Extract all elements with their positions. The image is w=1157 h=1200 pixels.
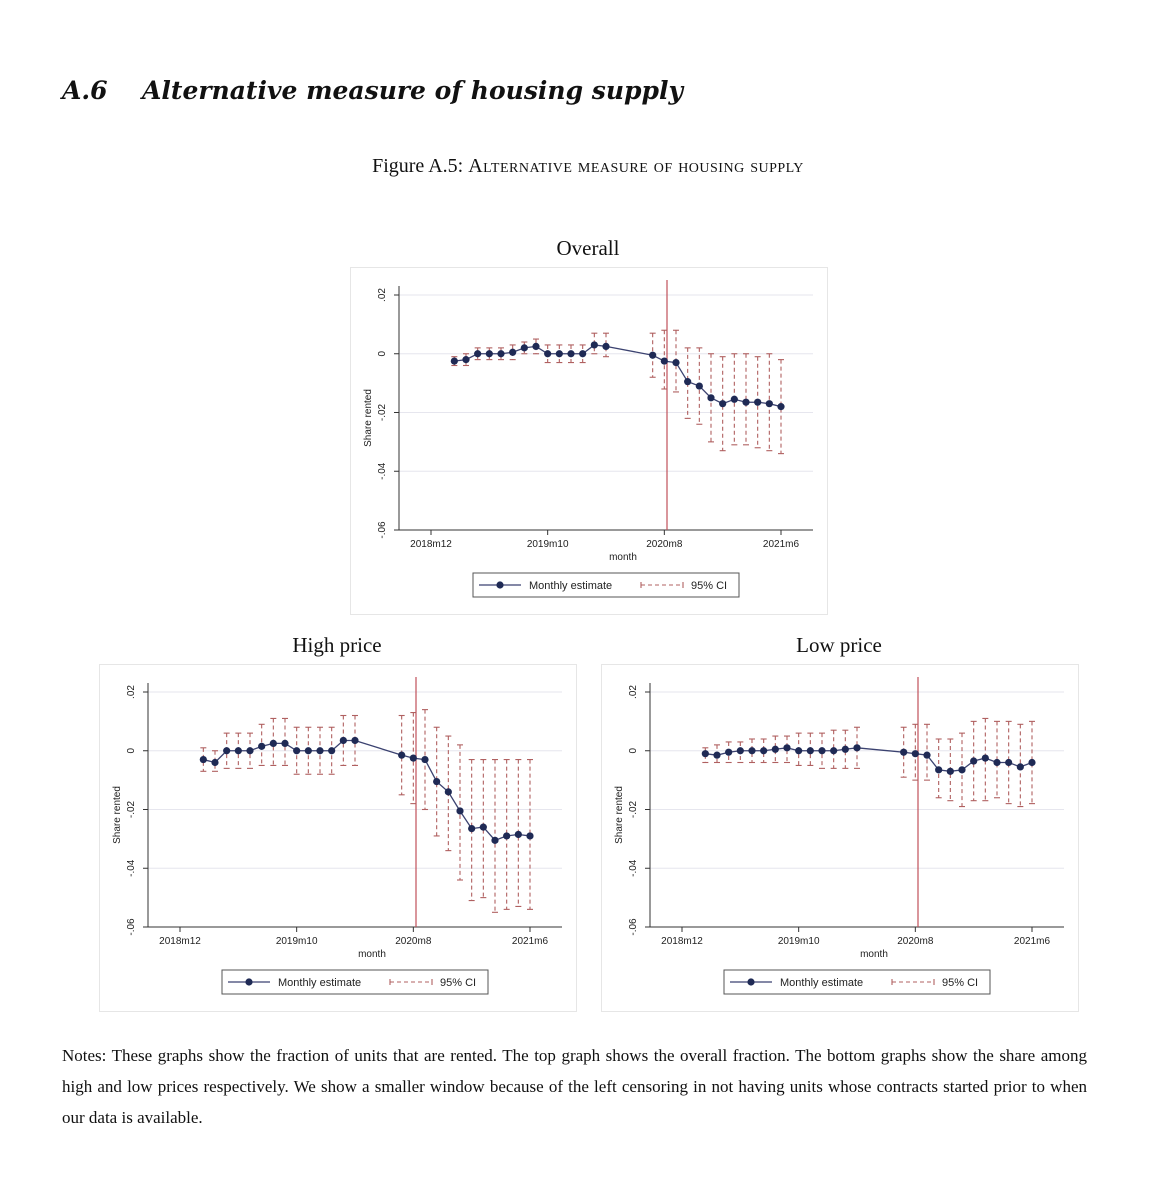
y-tick-label: -.06 — [126, 918, 137, 936]
data-point — [515, 831, 522, 838]
data-point — [503, 832, 510, 839]
chart-title-low-price: Low price — [796, 633, 882, 657]
chart-title-high-price: High price — [292, 633, 382, 657]
data-point — [795, 747, 802, 754]
data-point — [258, 743, 265, 750]
data-point — [772, 746, 779, 753]
chart-low-price — [601, 664, 1079, 1012]
y-tick-label: .02 — [126, 685, 137, 699]
data-point — [766, 400, 773, 407]
data-point — [684, 378, 691, 385]
x-tick-label: 2019m10 — [777, 936, 820, 947]
data-point — [754, 399, 761, 406]
data-point — [544, 350, 551, 357]
legend-ci-label: 95% CI — [691, 580, 728, 592]
data-point — [340, 737, 347, 744]
data-point — [567, 350, 574, 357]
section-number: A.6 — [62, 76, 108, 105]
data-point — [480, 824, 487, 831]
chart-svg-overall — [351, 268, 827, 614]
data-point — [398, 752, 405, 759]
data-point — [993, 759, 1000, 766]
data-point — [807, 747, 814, 754]
data-point — [1005, 759, 1012, 766]
data-point — [497, 350, 504, 357]
data-point — [900, 749, 907, 756]
legend-marker-icon — [245, 978, 252, 985]
chart-title-overall: Overall — [556, 236, 620, 260]
data-point — [246, 747, 253, 754]
data-point — [737, 747, 744, 754]
data-point — [935, 766, 942, 773]
x-axis-label: month — [860, 949, 888, 960]
data-point — [842, 746, 849, 753]
data-point — [316, 747, 323, 754]
x-tick-label: 2020m8 — [897, 936, 934, 947]
data-point — [462, 356, 469, 363]
chart-overall — [350, 267, 828, 615]
data-point — [713, 752, 720, 759]
y-axis-label: Share rented — [112, 786, 123, 844]
data-point — [579, 350, 586, 357]
y-tick-label: 0 — [126, 747, 137, 754]
data-point — [731, 396, 738, 403]
data-point — [281, 740, 288, 747]
y-tick-label: -.02 — [126, 800, 137, 819]
data-point — [305, 747, 312, 754]
data-point — [526, 832, 533, 839]
figure-title: Alternative measure of housing supply — [468, 155, 804, 177]
data-point — [223, 747, 230, 754]
legend-estimate-label: Monthly estimate — [780, 977, 864, 989]
x-tick-label: 2021m6 — [1013, 936, 1051, 947]
data-point — [818, 747, 825, 754]
chart-svg-high-price — [100, 665, 576, 1011]
data-point — [707, 394, 714, 401]
data-point — [211, 759, 218, 766]
x-tick-label: 2018m12 — [410, 539, 452, 550]
data-point — [725, 749, 732, 756]
data-point — [672, 359, 679, 366]
x-tick-label: 2018m12 — [661, 936, 703, 947]
data-point — [591, 341, 598, 348]
legend-estimate-label: Monthly estimate — [278, 977, 362, 989]
x-tick-label: 2020m8 — [646, 539, 683, 550]
data-point — [270, 740, 277, 747]
data-point — [912, 750, 919, 757]
data-point — [602, 343, 609, 350]
legend-ci-label: 95% CI — [440, 977, 477, 989]
data-point — [509, 349, 516, 356]
data-point — [200, 756, 207, 763]
data-point — [532, 343, 539, 350]
x-tick-label: 2018m12 — [159, 936, 201, 947]
data-point — [947, 768, 954, 775]
data-point — [521, 344, 528, 351]
data-point — [328, 747, 335, 754]
data-point — [1017, 763, 1024, 770]
data-point — [456, 807, 463, 814]
legend-ci-label: 95% CI — [942, 977, 979, 989]
data-point — [742, 399, 749, 406]
data-point — [468, 825, 475, 832]
y-tick-label: -.04 — [126, 859, 137, 877]
data-point — [696, 382, 703, 389]
data-point — [556, 350, 563, 357]
data-point — [351, 737, 358, 744]
data-point — [923, 752, 930, 759]
y-axis-label: Share rented — [363, 389, 374, 447]
y-axis-label: Share rented — [614, 786, 625, 844]
y-tick-label: -.04 — [628, 859, 639, 877]
figure-caption — [0, 155, 1157, 178]
data-point — [748, 747, 755, 754]
data-point — [451, 357, 458, 364]
data-point — [760, 747, 767, 754]
y-tick-label: -.02 — [377, 403, 388, 422]
y-tick-label: -.06 — [628, 918, 639, 936]
x-tick-label: 2021m6 — [762, 539, 800, 550]
y-tick-label: .02 — [377, 288, 388, 302]
figure-notes: Notes: These graphs show the fraction of units that are rented. The top graph shows the overall fraction. The bottom graphs show the share among high and low prices respectively. We show a smaller window because of the left censoring in not having units whose contracts started prior to when our data is available. — [62, 1046, 1087, 1127]
data-point — [853, 744, 860, 751]
y-tick-label: -.06 — [377, 521, 388, 539]
figure-label: Figure A.5: — [372, 155, 464, 177]
y-tick-label: 0 — [628, 747, 639, 754]
y-tick-label: .02 — [628, 685, 639, 699]
y-tick-label: -.02 — [628, 800, 639, 819]
legend-estimate-label: Monthly estimate — [529, 580, 613, 592]
data-point — [830, 747, 837, 754]
legend-marker-icon — [747, 978, 754, 985]
y-tick-label: 0 — [377, 350, 388, 357]
data-point — [293, 747, 300, 754]
data-point — [958, 766, 965, 773]
chart-high-price — [99, 664, 577, 1012]
data-point — [486, 350, 493, 357]
section-title: Alternative measure of housing supply — [142, 76, 683, 105]
x-axis-label: month — [609, 552, 637, 563]
chart-svg-low-price — [602, 665, 1078, 1011]
data-point — [421, 756, 428, 763]
data-point — [777, 403, 784, 410]
data-point — [702, 750, 709, 757]
data-point — [235, 747, 242, 754]
data-point — [982, 754, 989, 761]
x-tick-label: 2019m10 — [275, 936, 318, 947]
data-point — [474, 350, 481, 357]
data-point — [783, 744, 790, 751]
data-point — [970, 757, 977, 764]
x-tick-label: 2020m8 — [395, 936, 432, 947]
data-point — [445, 788, 452, 795]
data-point — [491, 837, 498, 844]
legend-marker-icon — [496, 581, 503, 588]
data-point — [649, 352, 656, 359]
x-axis-label: month — [358, 949, 386, 960]
data-point — [1028, 759, 1035, 766]
x-tick-label: 2021m6 — [511, 936, 549, 947]
data-point — [410, 754, 417, 761]
data-point — [433, 778, 440, 785]
x-tick-label: 2019m10 — [526, 539, 569, 550]
y-tick-label: -.04 — [377, 462, 388, 480]
data-point — [719, 400, 726, 407]
data-point — [661, 357, 668, 364]
